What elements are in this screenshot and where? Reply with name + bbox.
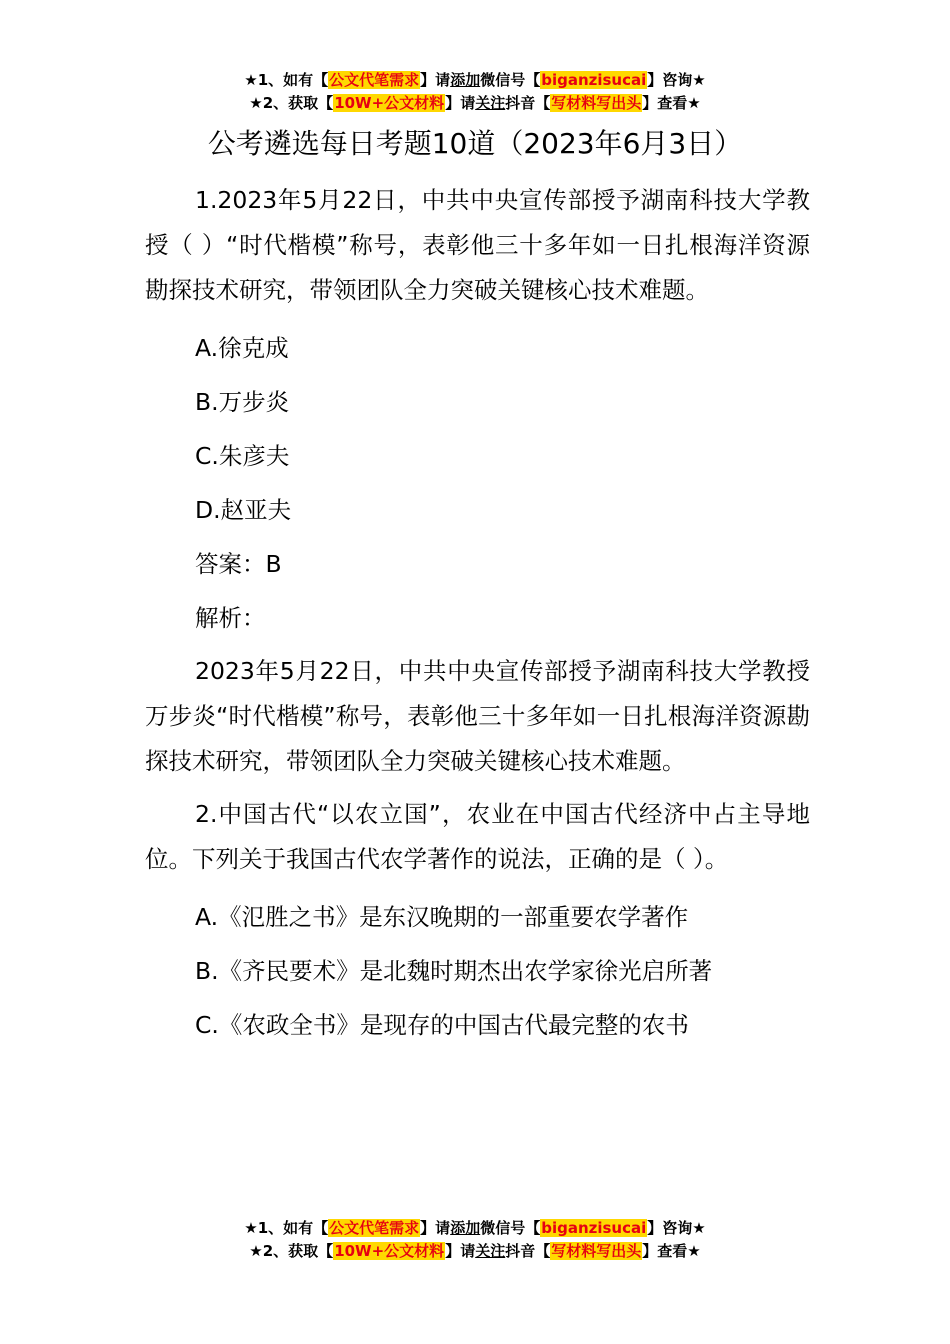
footer-banner-line-1: ★1、如有【公文代笔需求】请添加微信号【biganzisucai】咨询★	[244, 1219, 706, 1237]
footer-banner	[0, 1217, 950, 1263]
footer-highlight-service: 公文代笔需求	[329, 1219, 420, 1237]
footer-highlight-materials: 10W+公文材料	[334, 1242, 445, 1260]
header-banner	[0, 69, 950, 115]
highlight-wechat-id: biganzisucai	[541, 71, 647, 89]
highlight-service: 公文代笔需求	[329, 71, 420, 89]
question-1-option-d: D.赵亚夫	[195, 496, 292, 524]
banner-line-2: ★2、获取【10W+公文材料】请关注抖音【写材料写出头】查看★	[249, 94, 701, 112]
question-1-analysis: 2023年5月22日，中共中央宣传部授予湖南科技大学教授万步炎“时代楷模”称号，表彰他三十多年如一日扎根海洋资源勘探技术研究，带领团队全力突破关键核心技术难题。	[145, 657, 810, 775]
document-body	[145, 178, 810, 1052]
question-1-option-a: A.徐克成	[195, 334, 289, 362]
highlight-materials: 10W+公文材料	[334, 94, 445, 112]
question-1-analysis-label: 解析：	[195, 604, 266, 632]
question-1-option-b: B.万步炎	[195, 388, 290, 416]
highlight-douyin: 写材料写出头	[551, 94, 642, 112]
question-2-stem: 2.中国古代“以农立国”，农业在中国古代经济中占主导地位。下列关于我国古代农学著作的说法，正确的是（ ）。	[145, 800, 810, 873]
footer-banner-line-2: ★2、获取【10W+公文材料】请关注抖音【写材料写出头】查看★	[249, 1242, 701, 1260]
banner-line-1: ★1、如有【公文代笔需求】请添加微信号【biganzisucai】咨询★	[244, 71, 706, 89]
question-2-option-b: B.《齐民要术》是北魏时期杰出农学家徐光启所著	[195, 957, 713, 985]
page-title: 公考遴选每日考题10道（2023年6月3日）	[207, 127, 743, 160]
question-1-answer: 答案：B	[195, 550, 282, 578]
footer-highlight-douyin: 写材料写出头	[551, 1242, 642, 1260]
question-1-option-c: C.朱彦夫	[195, 442, 290, 470]
question-2-option-c: C.《农政全书》是现存的中国古代最完整的农书	[195, 1011, 689, 1039]
question-2-option-a: A.《氾胜之书》是东汉晚期的一部重要农学著作	[195, 903, 689, 931]
footer-highlight-wechat-id: biganzisucai	[541, 1219, 647, 1237]
question-1-stem: 1.2023年5月22日，中共中央宣传部授予湖南科技大学教授（ ）“时代楷模”称号，表彰他三十多年如一日扎根海洋资源勘探技术研究，带领团队全力突破关键核心技术难题。	[145, 186, 810, 304]
